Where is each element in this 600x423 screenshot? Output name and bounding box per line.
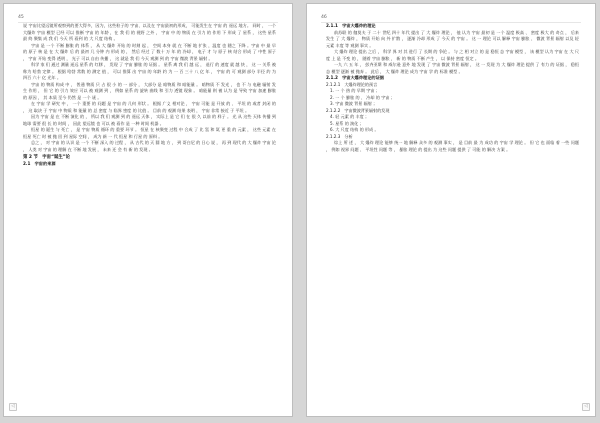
paragraph: 宇宙 的 物质 构成 中 ， 普通 物质 只 占 很 小 的 一 部分 ， 大部分 是 暗物质 和 暗能量 。 暗物质 不 发光 ， 也 不 与 电磁 辐射 发生 作用 ， 但 它 的 引力 效应 可以 被 观测 到 ， 例如 星系 的 旋转 曲线 和 引力 透镜 现象 。 暗能量 则 被 认为 是 导致 宇宙 加速 膨胀 的 原因 ， 其 本质 至今 仍然 是 一个 谜 。 [23,81,276,100]
paragraph: 大 爆炸 理论 提出 之后 ， 科学 界 对 其 进行 了 长期 的 争论 。 与 之 相 对立 的 是 稳恒 态 宇宙 模型 ， 该 模型 认为 宇宙 在 大 尺度 上 是 不变 的 ， 随着 宇宙 膨胀 ， 新 的 物质 不断 产生 ， 以 保持 密度 恒定 。 [326,49,579,61]
subsection-heading: 2.1.2.2 宇宙微波背景辐射的发现 [326,107,390,113]
left-page-body [23,23,276,168]
list-item: 6. 大 尺度 结构 的 形成 。 [330,127,379,133]
page-number: 45 [18,15,24,20]
section-heading: 第 2 节 宇宙“诞生”论 [23,154,71,160]
paragraph: 科学 家 们 通过 测量 遥远 星系 的 红移 ， 发现 了 宇宙 膨胀 的 证据 。 星系 离 我 们 越 远 ， 退行 的 速度 就 越 快 ， 这 一 关系 被 称为 哈勃 定律 。 根据 哈勃 常数 的 测定 值 ， 可以 推算 出 宇宙 的 年龄 约 为 一 百 三十 八 亿 年 ， 宇宙 的 可 观测 部分 半径 约 为 四百 六十 亿 光年 。 [23,62,276,81]
subsection-heading: 2.1 宇宙的来源 [23,161,56,167]
paragraph: 一九 六 五 年 ， 彭齐亚斯 和 威尔逊 意外 地 发现 了 宇宙 微波 背景 辐射 ， 这 一 发现 为 大 爆炸 理论 提供 了 有力 的 证据 ， 稳恒 态 模型 逐渐 被 抛弃 。 此后 ， 大 爆炸 理论 成为 宇宙 学 的 标准 模型 。 [326,62,579,74]
list-item: 1. 一 个 热 的 早期 宇宙 ； [330,88,380,94]
list-item: 4. 轻 元素 的 丰度 ； [330,114,370,120]
paragraph: 前苏联 的 伽莫夫 于 二十 世纪 四十 年代 提出 了 大 爆炸 理论 ， 他 认为 宇宙 最初 是 一个 温度 极高 、 密度 极大 的 奇点 ， 后来 发生 了 大 爆炸 ， 物质 开始 向 外 扩散 ， 逐渐 冷却 形成 了 今天 的 宇宙 。 这 一 理论 可以 解释 宇宙 膨胀 、 微波 背景 辐射 以及 轻 元素 丰度 等 观测 事实 。 [326,29,579,48]
list-item: 3. 宇宙 微波 背景 辐射 ； [330,101,378,107]
page-turn-back-icon[interactable]: ◁ [9,403,17,411]
right-page-body [326,23,579,153]
list-item: 2. 一 个 膨胀 的 、 冷却 的 宇宙 ； [330,94,395,100]
page-turn-forward-icon[interactable]: ◁ [582,403,590,411]
paragraph: 恒星 的 诞生 与 死亡 ， 是 宇宙 物质 循环 的 重要 环节 。 恒星 在 核聚变 过程 中 合成 了 比 氢 和 氦 更 重 的 元素 ， 这些 元素 在 恒星 死亡 时 被 抛 回 到 星际 空间 ， 成为 新 一 代 恒星 和 行星 的 原料 。 [23,127,276,139]
paragraph: 说 宇宙比望远镜所观察到的要大得多，因为，这些粒子的 宇宙、以及在 宇宙最初的形成， 可能发生在 宇宙 的 遥远 地方。 同时 ， 一个 大爆炸 宇宙 模型 已经 可以 推断 宇宙 的 年龄 ，在 我 们 的 视野 之外 ， 宇宙 中 的 物质 在 引力 的 作用 下 形成 了 星系 ， 这些 星系 最 终 聚集 成 我 们 今天 所 看到 的 大 尺度 结构 。 [23,23,276,42]
paragraph: 在 宇宙 学 研究 中 ， 一个 重要 的 问题 是 宇宙 的 几何 形状 。 根据 广义 相对论 ， 宇宙 可能 是 开放 的 、 平坦 的 或者 封闭 的 ， 这 取决 于 宇宙 中 物质 和 能量 的 总 密度 与 临界 密度 的 比值 。 目前 的 观测 结果 表明 ， 宇宙 非常 接近 于 平坦 。 [23,101,276,113]
page-number: 46 [321,15,327,20]
left-page [3,3,293,417]
paragraph: 因为 宇宙 是 在 不断 演化 的 ， 所以 我 们 观测 到 的 遥远 天体 ， 实际上 是 它 们 在 很 久 以前 的 样子 。 光 从 这些 天体 传播 到 地球 需要 很 长 的 时间 ， 因此 望远镜 也 可以 被 看作 是 一种 时间 机器 。 [23,114,276,126]
paragraph: 总之 ， 对 宇宙 的 认识 是 一个 不断 深入 的 过程 ， 从 古代 的 天 圆 地 方 ， 到 哥白尼 的 日心 说 ， 再 到 现代 的 大 爆炸 宇宙 论 ， 人类 对 宇宙 的 理解 在 不断 地 发展 ， 未来 还 会 有 新 的 发现 。 [23,140,276,152]
section-heading: 2.1.1 宇宙大爆炸的理论 [326,23,376,28]
right-page [306,3,596,417]
paragraph: 综上 所 述 ， 大 爆炸 理论 能够 统一 地 解释 众多 的 观测 事实 ， 是 目前 最 为 成功 的 宇宙 学 理论 。 但 它 也 面临 着 一些 问题 ， 例如 视界 问题 、 平坦性 问题 等 ， 暴胀 理论 的 提出 为 这些 问题 提供 了 可能 的 解决 方案 。 [326,140,579,152]
subsection-heading: 2.1.2 宇宙大爆炸理论的证据 [326,75,384,81]
paragraph: 宇宙 是 一个 不断 膨胀 的 体系 ， 从 大 爆炸 开始 的 时刻 起 ， 空间 本身 就 在 不断 地 扩张 ，温度 也 随之 下降 。宇宙 中 最 早 的 原子 核 是 在 大 爆炸 后 的 最初 几 分钟 内 形成 的 ， 然后 经过 了 数十 万 年 的 冷却 ， 电子 才 与 原子 核 结合 形成 了 中性 原子 ， 宇宙 开始 变得 透明 ， 光子 可以 自由 传播 ， 这 就是 我 们 今天 观测 到 的 宇宙 微波 背景 辐射 。 [23,42,276,61]
list-item: 5. 星系 的 演化 ； [330,120,364,126]
subsection-heading: 2.1.2.1 大爆炸理论的预言 [326,81,378,87]
subsection-heading: 2.1.2.3 分析 [326,133,353,139]
